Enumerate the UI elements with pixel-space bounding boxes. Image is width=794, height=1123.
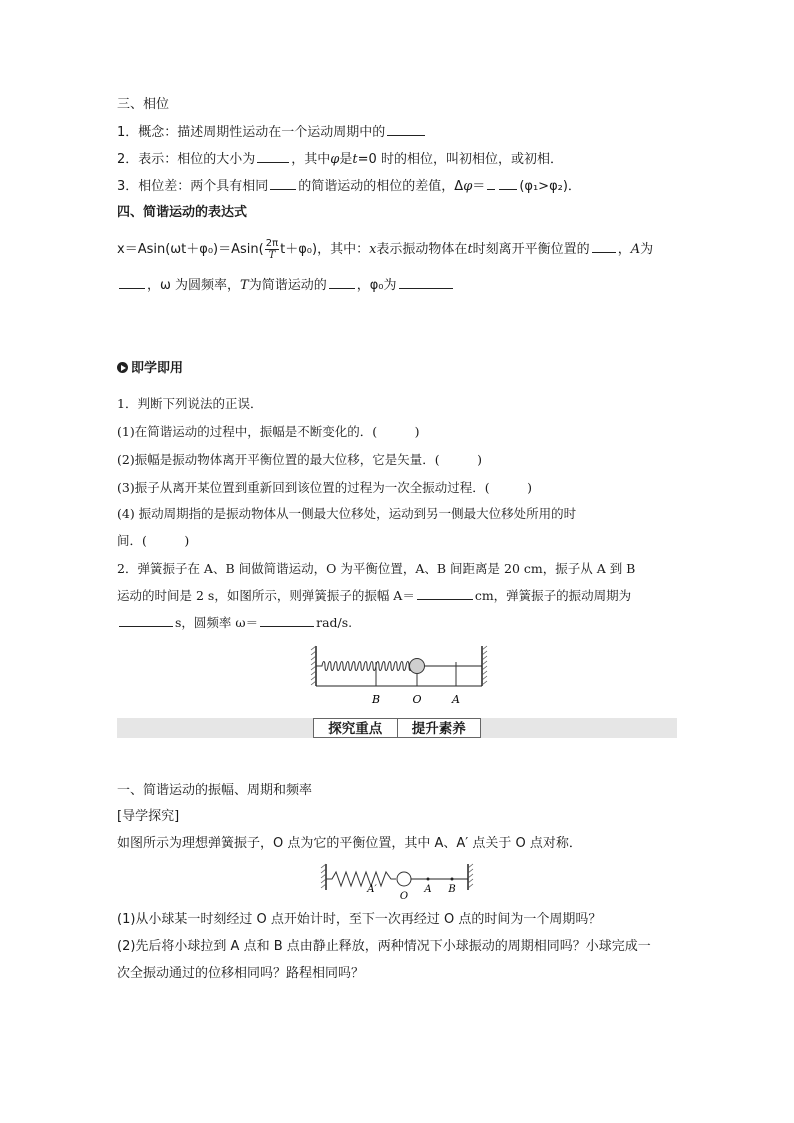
question-1-4b: 间．( ) [117, 533, 190, 548]
s4-line-2-text: 为简谐运动的 [248, 278, 327, 293]
question-1: 1．判断下列说法的正误． [117, 396, 263, 411]
banner-right: 提升素养 [398, 718, 482, 738]
label-b: B [371, 693, 381, 706]
question-1-2: (2)振幅是振动物体离开平衡位置的最大位移，它是矢量．( ) [117, 452, 482, 467]
s3-line-2 [117, 150, 563, 169]
label-b: B [448, 884, 456, 895]
practice-heading-text: 即学即用 [131, 361, 184, 376]
s4-line-2-text: ，φ₀为 [356, 278, 397, 293]
blank [119, 276, 145, 289]
fraction-2pi-over-t [265, 238, 279, 261]
zigzag-spring [326, 872, 396, 886]
label-o: O [399, 891, 409, 902]
play-icon [117, 362, 128, 373]
s4-line-2 [117, 276, 455, 295]
right-wall [468, 864, 473, 890]
s3-line-3a: 3．相位差：两个具有相同 [117, 179, 269, 194]
s3-line-3d: ＝ [472, 179, 486, 194]
spring-oscillator-figure-2 [320, 862, 474, 904]
formula-part-1: x＝Asin(ωt＋φ₀)＝Asin( [117, 242, 264, 257]
answer-blank [119, 614, 173, 627]
blank [487, 177, 495, 190]
s3-line-2f: =0 时的相位，叫初相位，或初相． [357, 152, 563, 167]
answer-blank [260, 614, 314, 627]
question-2c-text: s，圆频率 ω＝ [175, 615, 259, 630]
answer-blank [417, 587, 473, 600]
s3-line-2a: 2．表示：相位的大小为 [117, 152, 256, 167]
label-a: A [424, 884, 432, 895]
phi-symbol: φ [463, 179, 473, 194]
blank [399, 276, 453, 289]
coil-spring [316, 662, 412, 671]
question-2b [117, 587, 631, 605]
formula-part-2: t＋φ₀)，其中： [280, 242, 370, 257]
s3-line-3b: 的简谐运动的相位的差值，Δ [298, 179, 464, 194]
blank [387, 123, 425, 136]
oscillator-ball [410, 659, 425, 674]
explore-intro: 如图所示为理想弹簧振子，O 点为它的平衡位置，其中 A、A′ 点关于 O 点对称． [117, 836, 582, 851]
question-1-1: (1)在简谐运动的过程中，振幅是不断变化的．( ) [117, 424, 420, 439]
x-symbol: x [369, 242, 377, 257]
s3-line-1-text: 1．概念：描述周期性运动在一个运动周期中的 [117, 125, 386, 140]
question-1-3: (3)振子从离开某位置到重新回到该位置的过程为一次全振动过程．( ) [117, 480, 532, 495]
blank [270, 177, 296, 190]
banner-left: 探究重点 [313, 718, 398, 738]
question-2a: 2．弹簧振子在 A、B 间做简谐运动，O 为平衡位置，A、B 间距离是 20 cm，振子从 A 到 B [117, 561, 636, 576]
point-b [451, 878, 454, 881]
s3-line-2b: ，其中 [291, 152, 331, 167]
blank [257, 150, 289, 163]
s3-line-3e: (φ₁>φ₂)． [519, 179, 581, 194]
blank [329, 276, 355, 289]
question-1-4a: (4) 振动周期指的是振动物体从一侧最大位移处，运动到另一侧最大位移处所用的时 [117, 506, 577, 521]
t-symbol: T [240, 278, 249, 293]
label-o: O [412, 693, 422, 706]
t-symbol: t [352, 152, 358, 167]
section-banner [313, 718, 481, 738]
blank [592, 240, 616, 253]
spring-oscillator-figure-1 [310, 644, 490, 710]
explore-question-1: (1)从小球某一时刻经过 O 点开始计时，至下一次再经过 O 点的时间为一个周期吗？ [117, 912, 602, 927]
phi-symbol: φ [330, 152, 340, 167]
t-symbol: t [467, 242, 473, 257]
blank [499, 177, 517, 190]
formula-text: 为 [640, 242, 654, 257]
label-a: A [452, 693, 460, 706]
explore-heading: 一、简谐运动的振幅、周期和频率 [117, 783, 313, 798]
section-4-heading: 四、简谐运动的表达式 [117, 205, 248, 220]
formula-text: 时刻离开平衡位置的 [472, 242, 590, 257]
point-a [427, 878, 430, 881]
formula-text: 表示振动物体在 [376, 242, 468, 257]
oscillator-ball [397, 872, 411, 886]
question-2c-text: rad/s. [316, 615, 353, 630]
formula-text: ， [617, 242, 631, 257]
explore-question-2a: (2)先后将小球拉到 A 点和 B 点由静止释放，两种情况下小球振动的周期相同吗？小球完成一 [117, 939, 651, 954]
s4-line-2-text: ，ω 为圆频率， [147, 278, 241, 293]
fraction-denominator: T [268, 250, 276, 261]
explore-subheading: [导学探究] [117, 809, 180, 824]
s3-line-1 [117, 123, 427, 142]
question-2b-text: cm，弹簧振子的振动周期为 [474, 588, 632, 603]
s3-line-3 [117, 177, 581, 196]
left-wall [321, 864, 326, 890]
question-2c [117, 614, 352, 632]
right-wall [482, 646, 487, 686]
label-a-prime: A′ [367, 884, 377, 895]
question-2b-text: 运动的时间是 2 s，如图所示，则弹簧振子的振幅 A＝ [117, 588, 415, 603]
s4-formula-line [117, 235, 653, 265]
left-wall [311, 646, 316, 686]
practice-heading [117, 360, 183, 378]
fraction-numerator: 2π [265, 238, 279, 249]
section-3-heading: 三、相位 [117, 97, 170, 112]
s3-line-2d: 是 [339, 152, 353, 167]
a-symbol: A [630, 242, 641, 257]
explore-question-2b: 次全振动通过的位移相同吗？路程相同吗？ [117, 966, 365, 981]
